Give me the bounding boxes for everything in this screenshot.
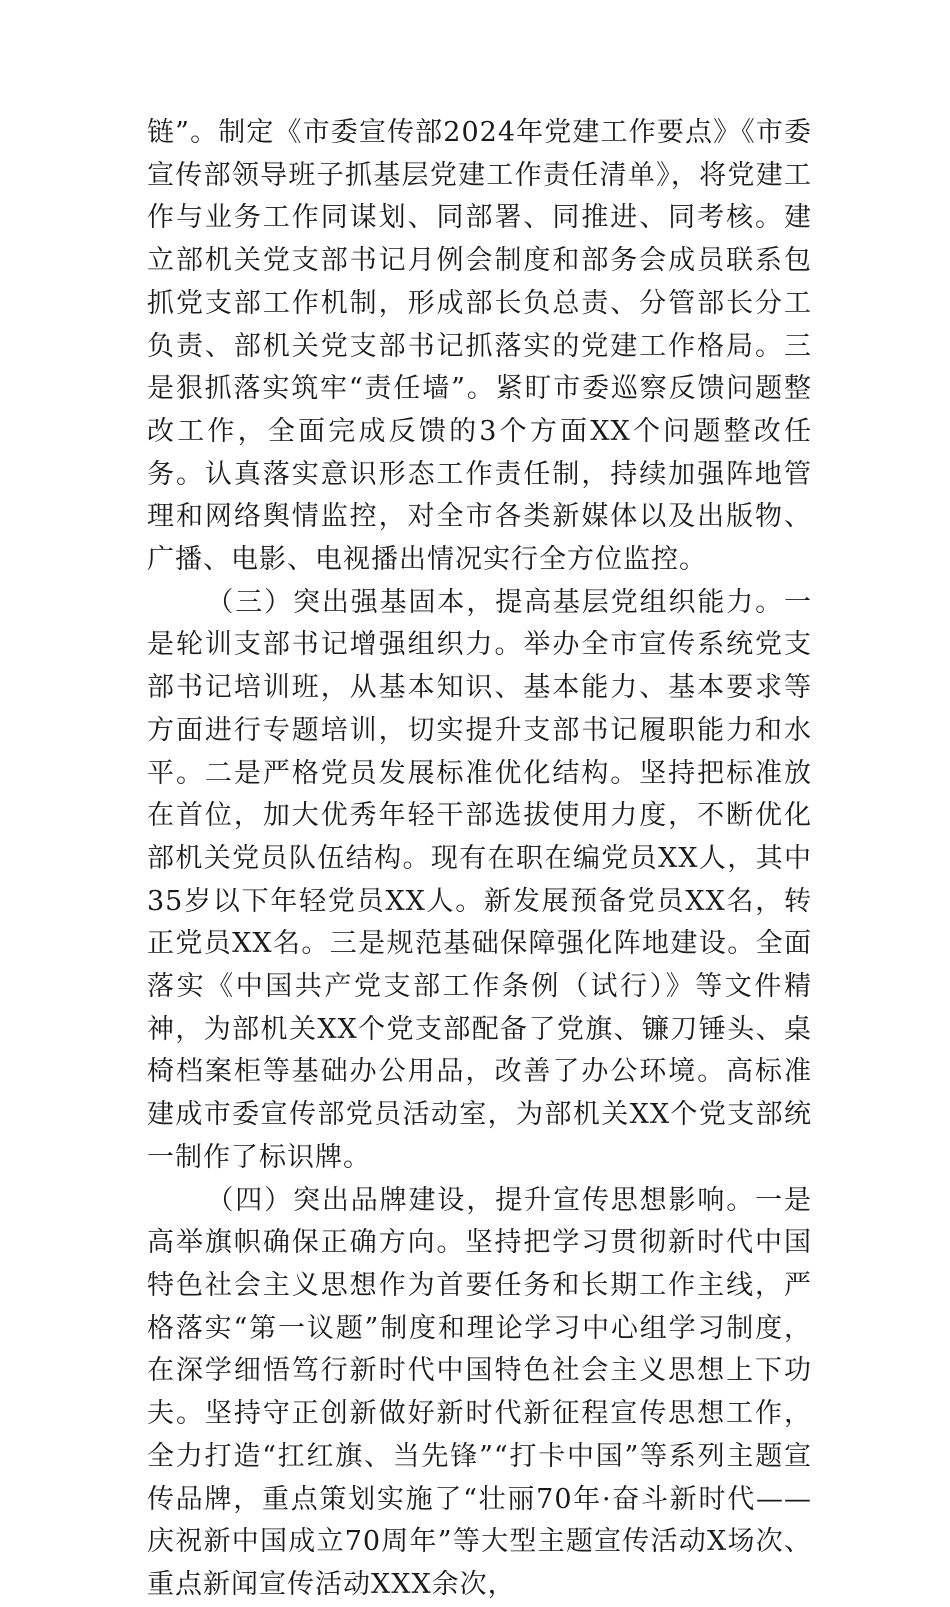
- paragraph-continuation: 链”。制定《市委宣传部2024年党建工作要点》《市委宣传部领导班子抓基层党建工作责任清单》，将党建工作与业务工作同谋划、同部署、同推进、同考核。建立部机关党支部书记月例会制度和部务会成员联系包抓党支部工作机制，形成部长负总责、分管部长分工负责、部机关党支部书记抓落实的党建工作格局。三是狠抓落实筑牢“责任墙”。紧盯市委巡察反馈问题整改工作，全面完成反馈的3个方面XX个问题整改任务。认真落实意识形态工作责任制，持续加强阵地管理和网络舆情监控，对全市各类新媒体以及出版物、广播、电影、电视播出情况实行全方位监控。: [147, 117, 812, 576]
- paragraph-section-four: （四）突出品牌建设，提升宣传思想影响。一是高举旗帜确保正确方向。坚持把学习贯彻新时代中国特色社会主义思想作为首要任务和长期工作主线，严格落实“第一议题”制度和理论学习中心组学习制度，在深学细悟笃行新时代中国特色社会主义思想上下功夫。坚持守正创新做好新时代新征程宣传思想工作，全力打造“扛红旗、当先锋”“打卡中国”等系列主题宣传品牌，重点策划实施了“壮丽70年·奋斗新时代——庆祝新中国成立70周年”等大型主题宣传活动X场次、重点新闻宣传活动XXX余次，: [147, 1184, 812, 1600]
- document-body: [147, 112, 812, 1607]
- paragraph-section-three: （三）突出强基固本，提高基层党组织能力。一是轮训支部书记增强组织力。举办全市宣传系统党支部书记培训班，从基本知识、基本能力、基本要求等方面进行专题培训，切实提升支部书记履职能力和水平。二是严格党员发展标准优化结构。坚持把标准放在首位，加大优秀年轻干部选拔使用力度，不断优化部机关党员队伍结构。现有在职在编党员XX人，其中35岁以下年轻党员XX人。新发展预备党员XX名，转正党员XX名。三是规范基础保障强化阵地建设。全面落实《中国共产党支部工作条例（试行）》等文件精神，为部机关XX个党支部配备了党旗、镰刀锤头、桌椅档案柜等基础办公用品，改善了办公环境。高标准建成市委宣传部党员活动室，为部机关XX个党支部统一制作了标识牌。: [147, 586, 812, 1173]
